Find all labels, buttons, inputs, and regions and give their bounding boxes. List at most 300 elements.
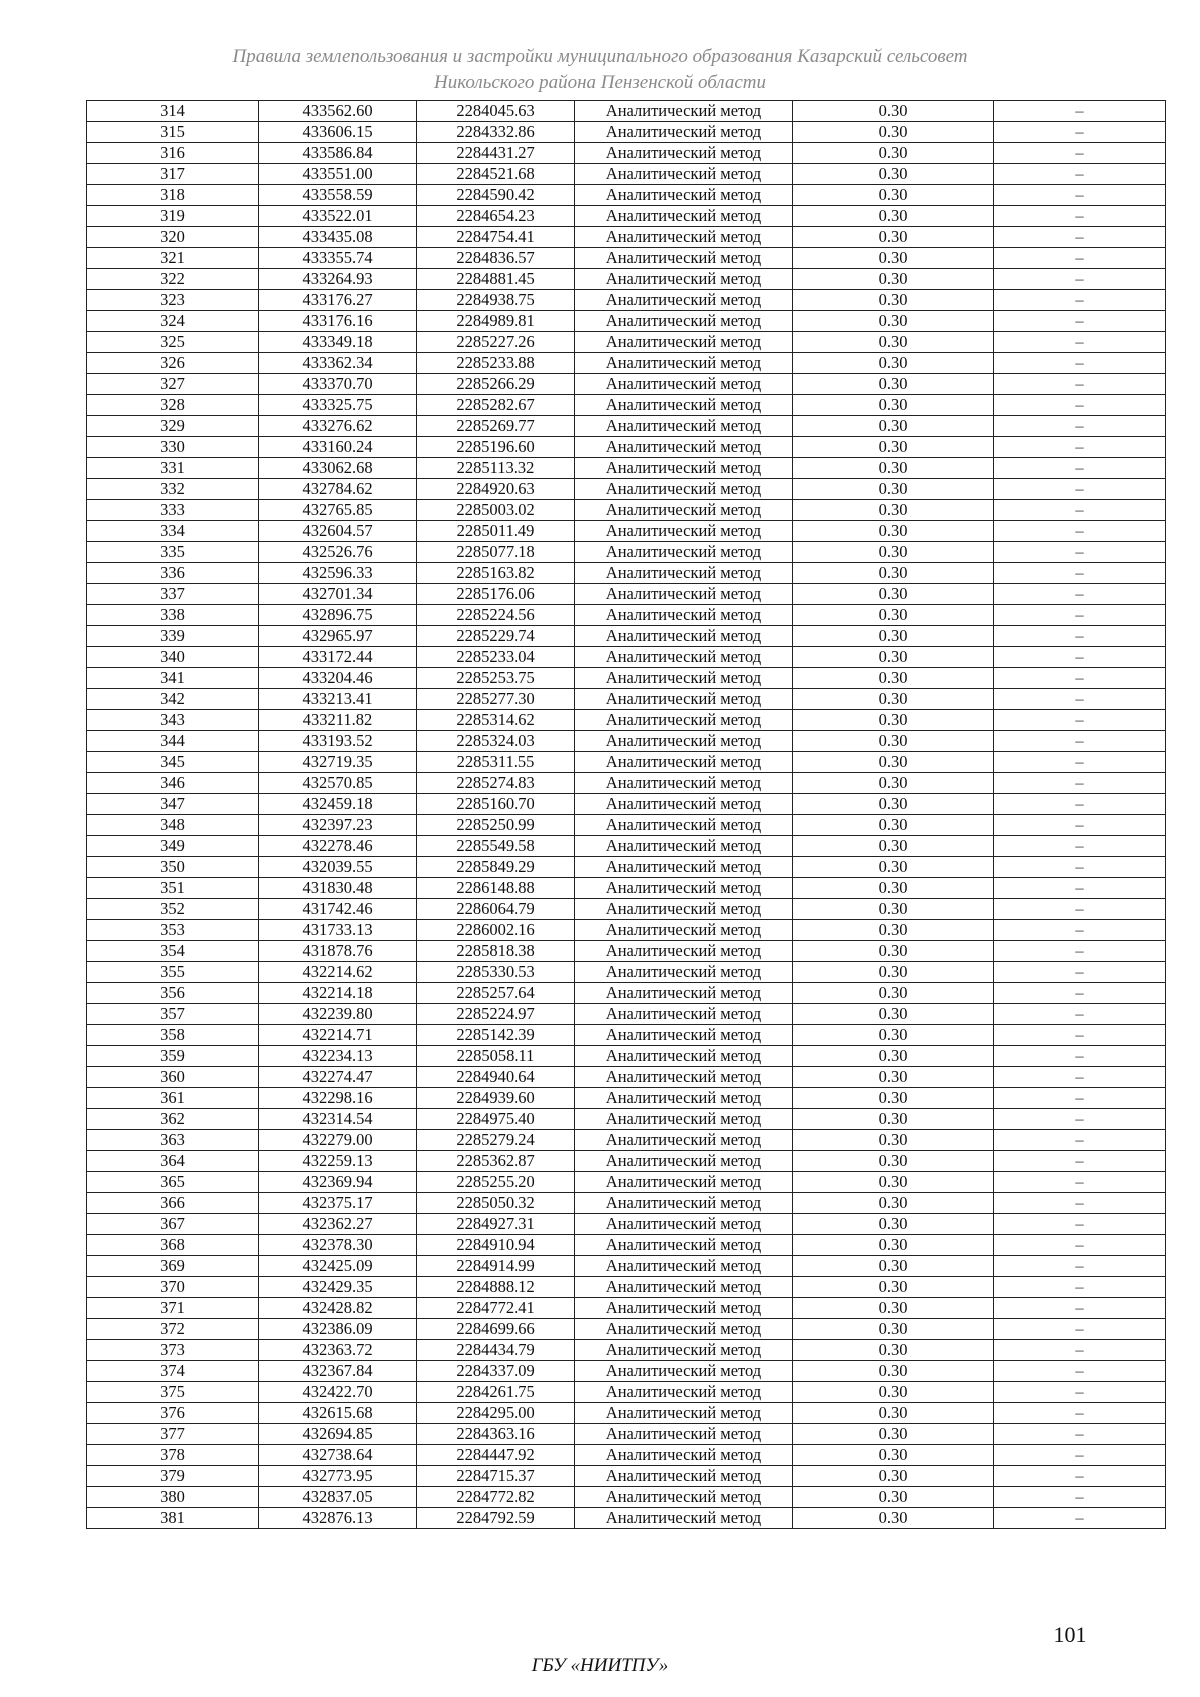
x-coordinate-cell: 433362.34 — [259, 353, 417, 374]
method-cell: Аналитический метод — [575, 899, 793, 920]
note-cell: – — [994, 101, 1166, 122]
y-coordinate-cell: 2284332.86 — [417, 122, 575, 143]
point-number-cell: 360 — [87, 1067, 259, 1088]
accuracy-cell: 0.30 — [793, 437, 994, 458]
y-coordinate-cell: 2284940.64 — [417, 1067, 575, 1088]
table-row — [87, 920, 1166, 941]
accuracy-cell: 0.30 — [793, 1487, 994, 1508]
x-coordinate-cell: 432719.35 — [259, 752, 417, 773]
x-coordinate-cell: 432773.95 — [259, 1466, 417, 1487]
point-number-cell: 336 — [87, 563, 259, 584]
header-line-1: Правила землепользования и застройки муниципального образования Казарский сельсовет — [232, 46, 968, 67]
y-coordinate-cell: 2285196.60 — [417, 437, 575, 458]
method-cell: Аналитический метод — [575, 794, 793, 815]
accuracy-cell: 0.30 — [793, 647, 994, 668]
note-cell: – — [994, 395, 1166, 416]
point-number-cell: 326 — [87, 353, 259, 374]
y-coordinate-cell: 2285227.26 — [417, 332, 575, 353]
accuracy-cell: 0.30 — [793, 374, 994, 395]
y-coordinate-cell: 2285257.64 — [417, 983, 575, 1004]
x-coordinate-cell: 433586.84 — [259, 143, 417, 164]
note-cell: – — [994, 479, 1166, 500]
y-coordinate-cell: 2285282.67 — [417, 395, 575, 416]
x-coordinate-cell: 432298.16 — [259, 1088, 417, 1109]
y-coordinate-cell: 2284434.79 — [417, 1340, 575, 1361]
table-row — [87, 1382, 1166, 1403]
y-coordinate-cell: 2284590.42 — [417, 185, 575, 206]
x-coordinate-cell: 432604.57 — [259, 521, 417, 542]
x-coordinate-cell: 433062.68 — [259, 458, 417, 479]
method-cell: Аналитический метод — [575, 416, 793, 437]
note-cell: – — [994, 1340, 1166, 1361]
table-row — [87, 941, 1166, 962]
y-coordinate-cell: 2284772.82 — [417, 1487, 575, 1508]
method-cell: Аналитический метод — [575, 248, 793, 269]
method-cell: Аналитический метод — [575, 1235, 793, 1256]
note-cell: – — [994, 605, 1166, 626]
table-row — [87, 1298, 1166, 1319]
coordinates-table — [86, 100, 1166, 1529]
point-number-cell: 331 — [87, 458, 259, 479]
y-coordinate-cell: 2284715.37 — [417, 1466, 575, 1487]
accuracy-cell: 0.30 — [793, 1214, 994, 1235]
note-cell: – — [994, 269, 1166, 290]
note-cell: – — [994, 1004, 1166, 1025]
x-coordinate-cell: 432765.85 — [259, 500, 417, 521]
y-coordinate-cell: 2284521.68 — [417, 164, 575, 185]
note-cell: – — [994, 1424, 1166, 1445]
method-cell: Аналитический метод — [575, 1445, 793, 1466]
table-row — [87, 794, 1166, 815]
x-coordinate-cell: 433562.60 — [259, 101, 417, 122]
x-coordinate-cell: 432615.68 — [259, 1403, 417, 1424]
point-number-cell: 347 — [87, 794, 259, 815]
y-coordinate-cell: 2285176.06 — [417, 584, 575, 605]
accuracy-cell: 0.30 — [793, 185, 994, 206]
y-coordinate-cell: 2285549.58 — [417, 836, 575, 857]
note-cell: – — [994, 836, 1166, 857]
method-cell: Аналитический метод — [575, 563, 793, 584]
point-number-cell: 315 — [87, 122, 259, 143]
accuracy-cell: 0.30 — [793, 689, 994, 710]
accuracy-cell: 0.30 — [793, 668, 994, 689]
x-coordinate-cell: 433176.27 — [259, 290, 417, 311]
point-number-cell: 333 — [87, 500, 259, 521]
x-coordinate-cell: 432239.80 — [259, 1004, 417, 1025]
method-cell: Аналитический метод — [575, 857, 793, 878]
method-cell: Аналитический метод — [575, 752, 793, 773]
y-coordinate-cell: 2286064.79 — [417, 899, 575, 920]
method-cell: Аналитический метод — [575, 1214, 793, 1235]
x-coordinate-cell: 432314.54 — [259, 1109, 417, 1130]
table-row — [87, 647, 1166, 668]
x-coordinate-cell: 432367.84 — [259, 1361, 417, 1382]
point-number-cell: 355 — [87, 962, 259, 983]
point-number-cell: 349 — [87, 836, 259, 857]
point-number-cell: 341 — [87, 668, 259, 689]
x-coordinate-cell: 432386.09 — [259, 1319, 417, 1340]
x-coordinate-cell: 433172.44 — [259, 647, 417, 668]
method-cell: Аналитический метод — [575, 647, 793, 668]
accuracy-cell: 0.30 — [793, 1277, 994, 1298]
note-cell: – — [994, 899, 1166, 920]
note-cell: – — [994, 1298, 1166, 1319]
x-coordinate-cell: 432362.27 — [259, 1214, 417, 1235]
point-number-cell: 339 — [87, 626, 259, 647]
accuracy-cell: 0.30 — [793, 395, 994, 416]
point-number-cell: 325 — [87, 332, 259, 353]
point-number-cell: 365 — [87, 1172, 259, 1193]
y-coordinate-cell: 2284261.75 — [417, 1382, 575, 1403]
table-row — [87, 500, 1166, 521]
point-number-cell: 335 — [87, 542, 259, 563]
accuracy-cell: 0.30 — [793, 1109, 994, 1130]
note-cell: – — [994, 941, 1166, 962]
table-row — [87, 1025, 1166, 1046]
method-cell: Аналитический метод — [575, 815, 793, 836]
note-cell: – — [994, 458, 1166, 479]
method-cell: Аналитический метод — [575, 1508, 793, 1529]
point-number-cell: 364 — [87, 1151, 259, 1172]
method-cell: Аналитический метод — [575, 164, 793, 185]
method-cell: Аналитический метод — [575, 1361, 793, 1382]
note-cell: – — [994, 668, 1166, 689]
accuracy-cell: 0.30 — [793, 1088, 994, 1109]
table-row — [87, 1445, 1166, 1466]
x-coordinate-cell: 432694.85 — [259, 1424, 417, 1445]
point-number-cell: 317 — [87, 164, 259, 185]
accuracy-cell: 0.30 — [793, 1445, 994, 1466]
table-row — [87, 206, 1166, 227]
note-cell: – — [994, 1256, 1166, 1277]
x-coordinate-cell: 433370.70 — [259, 374, 417, 395]
note-cell: – — [994, 815, 1166, 836]
x-coordinate-cell: 432896.75 — [259, 605, 417, 626]
x-coordinate-cell: 432837.05 — [259, 1487, 417, 1508]
y-coordinate-cell: 2284927.31 — [417, 1214, 575, 1235]
note-cell: – — [994, 374, 1166, 395]
accuracy-cell: 0.30 — [793, 1319, 994, 1340]
method-cell: Аналитический метод — [575, 1319, 793, 1340]
method-cell: Аналитический метод — [575, 206, 793, 227]
method-cell: Аналитический метод — [575, 1298, 793, 1319]
point-number-cell: 356 — [87, 983, 259, 1004]
accuracy-cell: 0.30 — [793, 584, 994, 605]
y-coordinate-cell: 2284447.92 — [417, 1445, 575, 1466]
method-cell: Аналитический метод — [575, 1172, 793, 1193]
note-cell: – — [994, 1382, 1166, 1403]
x-coordinate-cell: 433276.62 — [259, 416, 417, 437]
point-number-cell: 343 — [87, 710, 259, 731]
note-cell: – — [994, 1214, 1166, 1235]
y-coordinate-cell: 2284836.57 — [417, 248, 575, 269]
accuracy-cell: 0.30 — [793, 836, 994, 857]
note-cell: – — [994, 1130, 1166, 1151]
point-number-cell: 334 — [87, 521, 259, 542]
accuracy-cell: 0.30 — [793, 290, 994, 311]
note-cell: – — [994, 857, 1166, 878]
note-cell: – — [994, 290, 1166, 311]
accuracy-cell: 0.30 — [793, 311, 994, 332]
x-coordinate-cell: 431742.46 — [259, 899, 417, 920]
point-number-cell: 319 — [87, 206, 259, 227]
x-coordinate-cell: 433606.15 — [259, 122, 417, 143]
note-cell: – — [994, 248, 1166, 269]
point-number-cell: 332 — [87, 479, 259, 500]
y-coordinate-cell: 2284337.09 — [417, 1361, 575, 1382]
table-row — [87, 752, 1166, 773]
x-coordinate-cell: 433211.82 — [259, 710, 417, 731]
accuracy-cell: 0.30 — [793, 521, 994, 542]
method-cell: Аналитический метод — [575, 731, 793, 752]
page-number: 101 — [1053, 1622, 1087, 1647]
accuracy-cell: 0.30 — [793, 542, 994, 563]
x-coordinate-cell: 432234.13 — [259, 1046, 417, 1067]
x-coordinate-cell: 432039.55 — [259, 857, 417, 878]
note-cell: – — [994, 689, 1166, 710]
point-number-cell: 350 — [87, 857, 259, 878]
point-number-cell: 380 — [87, 1487, 259, 1508]
note-cell: – — [994, 563, 1166, 584]
table-row — [87, 857, 1166, 878]
method-cell: Аналитический метод — [575, 395, 793, 416]
note-cell: – — [994, 1046, 1166, 1067]
table-row — [87, 458, 1166, 479]
method-cell: Аналитический метод — [575, 437, 793, 458]
y-coordinate-cell: 2285818.38 — [417, 941, 575, 962]
table-row — [87, 1424, 1166, 1445]
y-coordinate-cell: 2284295.00 — [417, 1403, 575, 1424]
point-number-cell: 330 — [87, 437, 259, 458]
point-number-cell: 374 — [87, 1361, 259, 1382]
x-coordinate-cell: 432278.46 — [259, 836, 417, 857]
accuracy-cell: 0.30 — [793, 500, 994, 521]
method-cell: Аналитический метод — [575, 353, 793, 374]
coordinates-table-body — [87, 101, 1166, 1529]
method-cell: Аналитический метод — [575, 500, 793, 521]
method-cell: Аналитический метод — [575, 689, 793, 710]
x-coordinate-cell: 433176.16 — [259, 311, 417, 332]
point-number-cell: 371 — [87, 1298, 259, 1319]
table-row — [87, 1130, 1166, 1151]
y-coordinate-cell: 2284888.12 — [417, 1277, 575, 1298]
accuracy-cell: 0.30 — [793, 1151, 994, 1172]
table-row — [87, 479, 1166, 500]
y-coordinate-cell: 2285269.77 — [417, 416, 575, 437]
note-cell: – — [994, 122, 1166, 143]
y-coordinate-cell: 2284910.94 — [417, 1235, 575, 1256]
method-cell: Аналитический метод — [575, 227, 793, 248]
table-row — [87, 1340, 1166, 1361]
table-row — [87, 227, 1166, 248]
point-number-cell: 377 — [87, 1424, 259, 1445]
point-number-cell: 316 — [87, 143, 259, 164]
accuracy-cell: 0.30 — [793, 458, 994, 479]
x-coordinate-cell: 433551.00 — [259, 164, 417, 185]
point-number-cell: 322 — [87, 269, 259, 290]
y-coordinate-cell: 2285849.29 — [417, 857, 575, 878]
method-cell: Аналитический метод — [575, 479, 793, 500]
note-cell: – — [994, 1508, 1166, 1529]
accuracy-cell: 0.30 — [793, 1193, 994, 1214]
y-coordinate-cell: 2285362.87 — [417, 1151, 575, 1172]
accuracy-cell: 0.30 — [793, 101, 994, 122]
y-coordinate-cell: 2285224.56 — [417, 605, 575, 626]
table-row — [87, 1466, 1166, 1487]
point-number-cell: 378 — [87, 1445, 259, 1466]
note-cell: – — [994, 1193, 1166, 1214]
point-number-cell: 345 — [87, 752, 259, 773]
accuracy-cell: 0.30 — [793, 1403, 994, 1424]
note-cell: – — [994, 164, 1166, 185]
x-coordinate-cell: 433193.52 — [259, 731, 417, 752]
y-coordinate-cell: 2284989.81 — [417, 311, 575, 332]
x-coordinate-cell: 432214.62 — [259, 962, 417, 983]
accuracy-cell: 0.30 — [793, 1067, 994, 1088]
table-row — [87, 1046, 1166, 1067]
x-coordinate-cell: 432459.18 — [259, 794, 417, 815]
point-number-cell: 363 — [87, 1130, 259, 1151]
method-cell: Аналитический метод — [575, 962, 793, 983]
x-coordinate-cell: 432363.72 — [259, 1340, 417, 1361]
table-row — [87, 1361, 1166, 1382]
x-coordinate-cell: 432428.82 — [259, 1298, 417, 1319]
point-number-cell: 366 — [87, 1193, 259, 1214]
table-row — [87, 1235, 1166, 1256]
method-cell: Аналитический метод — [575, 542, 793, 563]
point-number-cell: 381 — [87, 1508, 259, 1529]
table-row — [87, 122, 1166, 143]
y-coordinate-cell: 2285255.20 — [417, 1172, 575, 1193]
page-footer: ГБУ «НИИТПУ» — [531, 1655, 669, 1676]
x-coordinate-cell: 432259.13 — [259, 1151, 417, 1172]
table-row — [87, 1508, 1166, 1529]
table-row — [87, 1319, 1166, 1340]
x-coordinate-cell: 433325.75 — [259, 395, 417, 416]
y-coordinate-cell: 2284363.16 — [417, 1424, 575, 1445]
method-cell: Аналитический метод — [575, 1025, 793, 1046]
point-number-cell: 369 — [87, 1256, 259, 1277]
note-cell: – — [994, 773, 1166, 794]
y-coordinate-cell: 2285233.88 — [417, 353, 575, 374]
y-coordinate-cell: 2284792.59 — [417, 1508, 575, 1529]
y-coordinate-cell: 2284699.66 — [417, 1319, 575, 1340]
method-cell: Аналитический метод — [575, 1487, 793, 1508]
method-cell: Аналитический метод — [575, 311, 793, 332]
note-cell: – — [994, 983, 1166, 1004]
y-coordinate-cell: 2285142.39 — [417, 1025, 575, 1046]
accuracy-cell: 0.30 — [793, 122, 994, 143]
y-coordinate-cell: 2285224.97 — [417, 1004, 575, 1025]
accuracy-cell: 0.30 — [793, 206, 994, 227]
y-coordinate-cell: 2284881.45 — [417, 269, 575, 290]
table-row — [87, 185, 1166, 206]
note-cell: – — [994, 584, 1166, 605]
page-header — [0, 44, 1200, 96]
y-coordinate-cell: 2284914.99 — [417, 1256, 575, 1277]
header-line-2: Никольского района Пензенской области — [434, 72, 766, 93]
note-cell: – — [994, 1361, 1166, 1382]
x-coordinate-cell: 432375.17 — [259, 1193, 417, 1214]
note-cell: – — [994, 206, 1166, 227]
note-cell: – — [994, 311, 1166, 332]
table-row — [87, 290, 1166, 311]
x-coordinate-cell: 433522.01 — [259, 206, 417, 227]
method-cell: Аналитический метод — [575, 1088, 793, 1109]
point-number-cell: 359 — [87, 1046, 259, 1067]
note-cell: – — [994, 1172, 1166, 1193]
method-cell: Аналитический метод — [575, 143, 793, 164]
y-coordinate-cell: 2285250.99 — [417, 815, 575, 836]
note-cell: – — [994, 185, 1166, 206]
method-cell: Аналитический метод — [575, 458, 793, 479]
method-cell: Аналитический метод — [575, 1256, 793, 1277]
note-cell: – — [994, 542, 1166, 563]
x-coordinate-cell: 432429.35 — [259, 1277, 417, 1298]
point-number-cell: 362 — [87, 1109, 259, 1130]
accuracy-cell: 0.30 — [793, 1004, 994, 1025]
method-cell: Аналитический метод — [575, 1004, 793, 1025]
note-cell: – — [994, 227, 1166, 248]
y-coordinate-cell: 2285077.18 — [417, 542, 575, 563]
x-coordinate-cell: 432274.47 — [259, 1067, 417, 1088]
note-cell: – — [994, 1088, 1166, 1109]
y-coordinate-cell: 2284939.60 — [417, 1088, 575, 1109]
x-coordinate-cell: 432701.34 — [259, 584, 417, 605]
x-coordinate-cell: 432876.13 — [259, 1508, 417, 1529]
accuracy-cell: 0.30 — [793, 794, 994, 815]
accuracy-cell: 0.30 — [793, 752, 994, 773]
accuracy-cell: 0.30 — [793, 1361, 994, 1382]
method-cell: Аналитический метод — [575, 605, 793, 626]
note-cell: – — [994, 794, 1166, 815]
accuracy-cell: 0.30 — [793, 815, 994, 836]
method-cell: Аналитический метод — [575, 521, 793, 542]
y-coordinate-cell: 2286148.88 — [417, 878, 575, 899]
table-row — [87, 1214, 1166, 1235]
method-cell: Аналитический метод — [575, 773, 793, 794]
accuracy-cell: 0.30 — [793, 353, 994, 374]
y-coordinate-cell: 2285253.75 — [417, 668, 575, 689]
x-coordinate-cell: 432369.94 — [259, 1172, 417, 1193]
y-coordinate-cell: 2285233.04 — [417, 647, 575, 668]
method-cell: Аналитический метод — [575, 1193, 793, 1214]
y-coordinate-cell: 2284431.27 — [417, 143, 575, 164]
note-cell: – — [994, 878, 1166, 899]
method-cell: Аналитический метод — [575, 332, 793, 353]
accuracy-cell: 0.30 — [793, 941, 994, 962]
y-coordinate-cell: 2285229.74 — [417, 626, 575, 647]
table-row — [87, 248, 1166, 269]
table-row — [87, 605, 1166, 626]
accuracy-cell: 0.30 — [793, 227, 994, 248]
point-number-cell: 375 — [87, 1382, 259, 1403]
table-row — [87, 815, 1166, 836]
point-number-cell: 340 — [87, 647, 259, 668]
table-row — [87, 143, 1166, 164]
y-coordinate-cell: 2285324.03 — [417, 731, 575, 752]
point-number-cell: 320 — [87, 227, 259, 248]
table-row — [87, 269, 1166, 290]
accuracy-cell: 0.30 — [793, 1130, 994, 1151]
table-row — [87, 1403, 1166, 1424]
note-cell: – — [994, 920, 1166, 941]
accuracy-cell: 0.30 — [793, 1340, 994, 1361]
x-coordinate-cell: 433558.59 — [259, 185, 417, 206]
table-row — [87, 374, 1166, 395]
accuracy-cell: 0.30 — [793, 899, 994, 920]
x-coordinate-cell: 432526.76 — [259, 542, 417, 563]
